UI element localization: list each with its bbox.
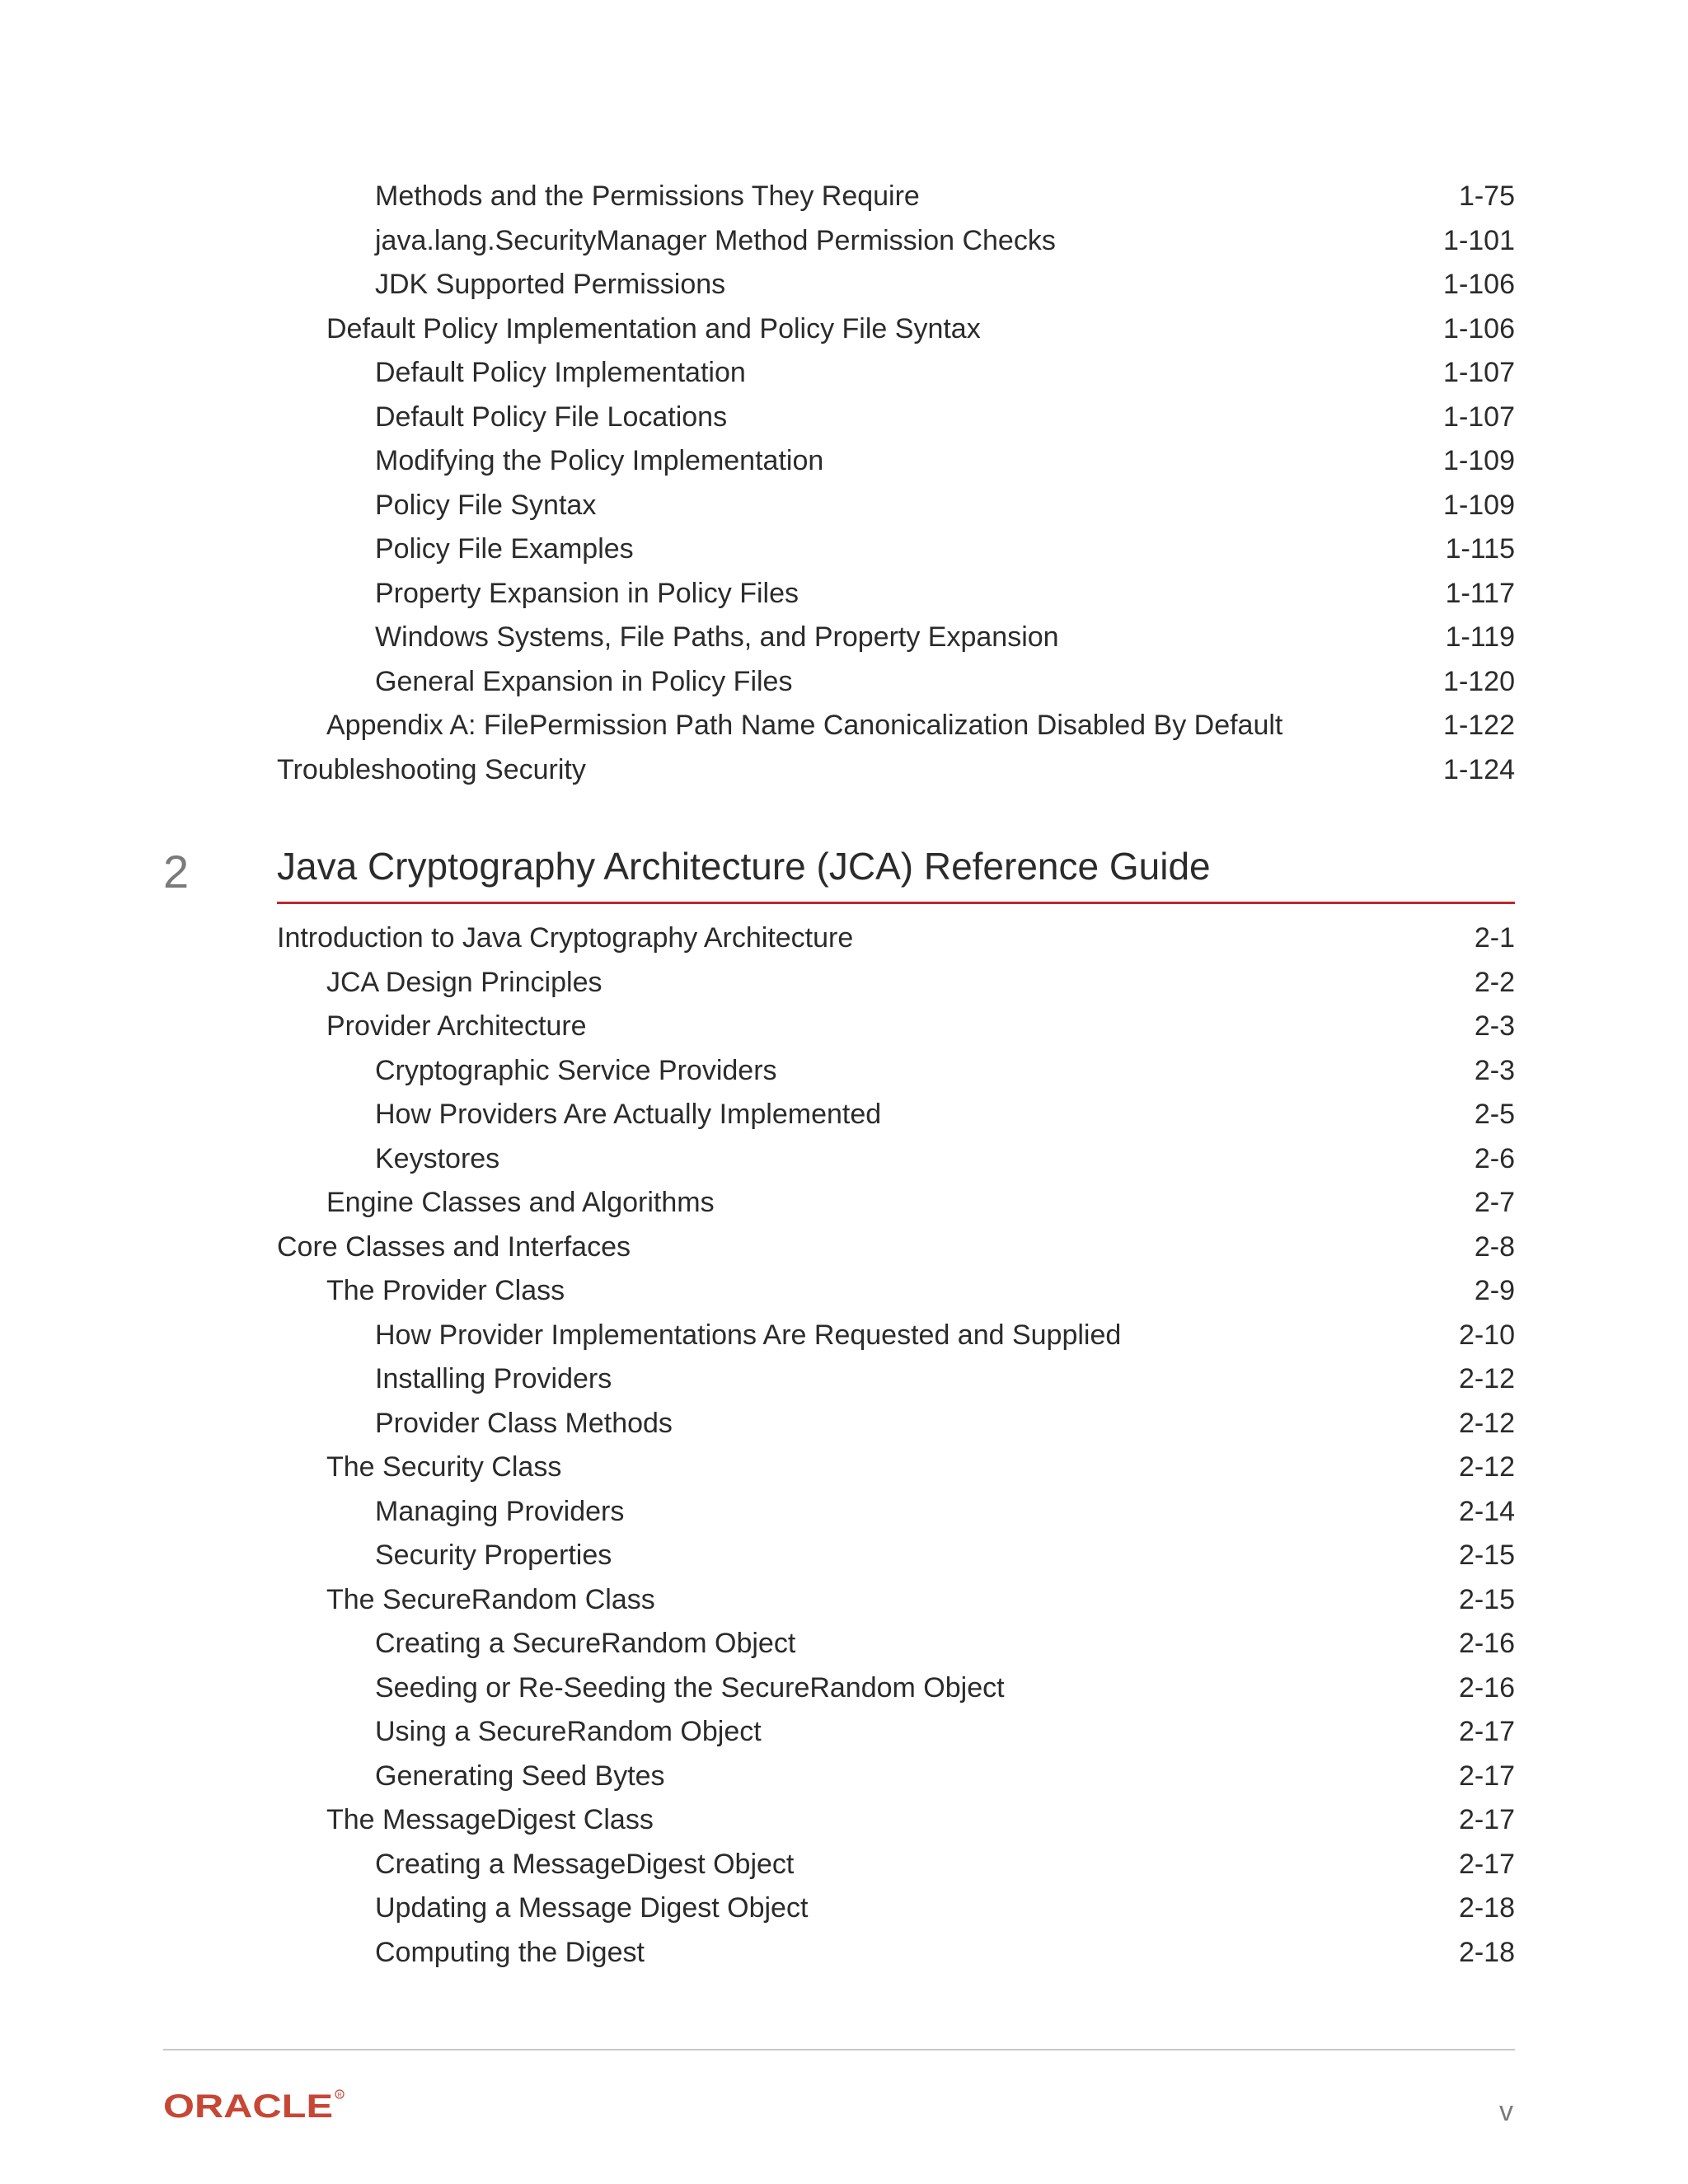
toc-entry-page[interactable]: 2-12 (1458, 1363, 1515, 1394)
toc-entry[interactable] (0, 439, 1688, 484)
toc-entry-title[interactable]: Installing Providers (375, 1363, 612, 1394)
toc-entry-page[interactable]: 2-16 (1458, 1671, 1515, 1704)
toc-entry-title[interactable]: How Provider Implementations Are Requested and Supplied (375, 1319, 1122, 1351)
toc-entry-page[interactable]: 2-5 (1474, 1099, 1515, 1130)
toc-entry[interactable] (0, 1578, 1688, 1623)
toc-entry-title[interactable]: How Providers Are Actually Implemented (375, 1099, 882, 1130)
toc-entry[interactable] (0, 1710, 1688, 1755)
oracle-logo (163, 2089, 346, 2122)
chapter-title[interactable]: Java Cryptography Architecture (JCA) Reference Guide (277, 845, 1211, 888)
toc-entry[interactable] (0, 263, 1688, 307)
toc-entry-page[interactable]: 1-107 (1443, 401, 1515, 433)
toc-entry-page[interactable]: 1-122 (1443, 710, 1515, 741)
toc-entry-title[interactable]: Default Policy Implementation (375, 357, 746, 388)
toc-entry-title[interactable]: Policy File Examples (375, 533, 634, 565)
toc-entry-page[interactable]: 1-115 (1445, 533, 1515, 565)
toc-entry-title[interactable]: JCA Design Principles (326, 966, 603, 998)
toc-entry[interactable] (0, 1005, 1688, 1049)
toc-entry[interactable] (0, 916, 1688, 961)
toc-entry-title[interactable]: Keystores (375, 1142, 500, 1174)
toc-entry-title[interactable]: Modifying the Policy Implementation (375, 445, 824, 476)
toc-entry[interactable] (0, 1181, 1688, 1226)
toc-entry-page[interactable]: 2-14 (1458, 1495, 1515, 1527)
toc-list-chapter-1 (0, 175, 1688, 792)
toc-entry[interactable] (0, 484, 1688, 528)
toc-entry[interactable] (0, 1402, 1688, 1446)
toc-entry-page[interactable]: 2-3 (1474, 1054, 1515, 1086)
toc-entry[interactable] (0, 1226, 1688, 1270)
toc-entry-page[interactable]: 2-12 (1458, 1451, 1515, 1483)
toc-entry[interactable] (0, 1093, 1688, 1137)
toc-entry-title[interactable]: Core Classes and Interfaces (277, 1230, 631, 1263)
toc-entry-title[interactable]: Introduction to Java Cryptography Architecture (277, 922, 854, 954)
toc-entry-page[interactable]: 2-15 (1458, 1583, 1515, 1615)
toc-entry-page[interactable]: 2-7 (1474, 1187, 1515, 1218)
toc-entry[interactable] (0, 1357, 1688, 1402)
toc-entry-page[interactable]: 1-107 (1443, 357, 1515, 388)
toc-entry-title[interactable]: Default Policy File Locations (375, 401, 728, 433)
toc-entry-page[interactable]: 1-124 (1443, 753, 1515, 785)
oracle-logo-text: ORACLE (163, 2089, 333, 2122)
toc-entry-title[interactable]: The Provider Class (326, 1275, 565, 1306)
toc-entry-page[interactable]: 2-2 (1474, 966, 1515, 998)
toc-entry-title[interactable]: java.lang.SecurityManager Method Permission Checks (375, 224, 1056, 256)
toc-entry-title[interactable]: Cryptographic Service Providers (375, 1054, 777, 1086)
toc-entry-page[interactable]: 1-109 (1443, 489, 1515, 521)
toc-entry[interactable] (0, 219, 1688, 264)
toc-entry-title[interactable]: Provider Architecture (326, 1010, 587, 1042)
toc-entry-page[interactable]: 2-9 (1474, 1275, 1515, 1306)
toc-entry-title[interactable]: Property Expansion in Policy Files (375, 577, 799, 609)
toc-entry[interactable] (0, 704, 1688, 748)
toc-entry[interactable] (0, 527, 1688, 572)
toc-entry[interactable] (0, 660, 1688, 705)
toc-entry-title[interactable]: The Security Class (326, 1451, 562, 1483)
toc-entry-page[interactable]: 2-18 (1458, 1936, 1515, 1968)
toc-entry-page[interactable]: 2-17 (1458, 1760, 1515, 1792)
toc-entry-title[interactable]: Generating Seed Bytes (375, 1760, 665, 1792)
chapter-number: 2 (163, 846, 190, 898)
toc-entry-title[interactable]: Default Policy Implementation and Policy File Syntax (326, 312, 981, 344)
toc-entry-title[interactable]: Troubleshooting Security (277, 753, 586, 785)
toc-entry-page[interactable]: 2-17 (1458, 1848, 1515, 1880)
toc-entry-page[interactable]: 2-18 (1458, 1892, 1515, 1924)
toc-entry[interactable] (0, 748, 1688, 793)
toc-entry-page[interactable]: 2-6 (1474, 1142, 1515, 1174)
toc-entry[interactable] (0, 351, 1688, 396)
toc-entry-page[interactable]: 2-1 (1474, 922, 1515, 954)
toc-entry-title[interactable]: Computing the Digest (375, 1936, 645, 1968)
toc-entry[interactable] (0, 572, 1688, 616)
toc-entry[interactable] (0, 1446, 1688, 1490)
toc-entry[interactable] (0, 1843, 1688, 1887)
toc-entry-title[interactable]: Engine Classes and Algorithms (326, 1187, 715, 1218)
toc-entry-title[interactable]: Windows Systems, File Paths, and Property Expansion (375, 621, 1059, 653)
toc-entry-page[interactable]: 2-12 (1458, 1407, 1515, 1439)
toc-entry[interactable] (0, 1666, 1688, 1711)
toc-entry-page[interactable]: 2-17 (1458, 1716, 1515, 1747)
toc-entry[interactable] (0, 1622, 1688, 1666)
toc-entry-title[interactable]: Creating a MessageDigest Object (375, 1848, 795, 1880)
toc-entry-title[interactable]: Managing Providers (375, 1495, 625, 1527)
toc-entry[interactable] (0, 1269, 1688, 1314)
toc-entry[interactable] (0, 1049, 1688, 1094)
toc-entry-page[interactable]: 2-17 (1458, 1804, 1515, 1835)
toc-entry-title[interactable]: The SecureRandom Class (326, 1583, 655, 1615)
toc-entry-title[interactable]: Methods and the Permissions They Require (375, 180, 920, 212)
chapter-title-rule (277, 902, 1515, 904)
toc-entry[interactable] (0, 1490, 1688, 1535)
toc-list-chapter-2 (0, 916, 1688, 1975)
toc-entry[interactable] (0, 1798, 1688, 1843)
toc-entry[interactable] (0, 1755, 1688, 1799)
toc-entry-page[interactable]: 1-109 (1443, 445, 1515, 476)
toc-entry[interactable] (0, 307, 1688, 352)
toc-entry[interactable] (0, 1931, 1688, 1975)
toc-entry-page[interactable]: 1-117 (1445, 577, 1515, 609)
toc-entry-page[interactable]: 1-106 (1443, 312, 1515, 344)
toc-entry-page[interactable]: 1-75 (1458, 180, 1515, 212)
toc-entry-page[interactable]: 2-16 (1458, 1628, 1515, 1659)
toc-entry-title[interactable]: Security Properties (375, 1540, 612, 1571)
toc-entry-page[interactable]: 1-120 (1443, 665, 1515, 697)
toc-entry-title[interactable]: Using a SecureRandom Object (375, 1716, 762, 1747)
toc-entry-page[interactable]: 2-3 (1474, 1010, 1515, 1042)
footer-divider (163, 2049, 1515, 2050)
toc-entry-title[interactable]: Appendix A: FilePermission Path Name Canonicalization Disabled By Default (326, 710, 1283, 741)
toc-entry[interactable] (0, 1534, 1688, 1578)
toc-entry-title[interactable]: Updating a Message Digest Object (375, 1892, 809, 1924)
toc-entry[interactable] (0, 1886, 1688, 1931)
toc-entry[interactable] (0, 1137, 1688, 1182)
toc-entry-title[interactable]: Policy File Syntax (375, 489, 597, 521)
toc-entry-title[interactable]: Creating a SecureRandom Object (375, 1628, 796, 1659)
toc-entry[interactable] (0, 175, 1688, 219)
toc-entry[interactable] (0, 961, 1688, 1005)
toc-entry-page[interactable]: 2-8 (1474, 1230, 1515, 1263)
toc-entry-page[interactable]: 2-10 (1458, 1319, 1515, 1351)
toc-entry-title[interactable]: JDK Supported Permissions (375, 269, 726, 300)
toc-entry-page[interactable]: 1-106 (1443, 269, 1515, 300)
toc-entry[interactable] (0, 396, 1688, 440)
toc-entry-title[interactable]: The MessageDigest Class (326, 1804, 654, 1835)
toc-entry-page[interactable]: 1-119 (1445, 621, 1515, 653)
toc-entry-title[interactable]: General Expansion in Policy Files (375, 665, 793, 697)
toc-entry[interactable] (0, 1314, 1688, 1358)
toc-entry-title[interactable]: Provider Class Methods (375, 1407, 673, 1439)
toc-entry[interactable] (0, 616, 1688, 660)
svg-text:R: R (337, 2093, 342, 2098)
toc-entry-page[interactable]: 2-15 (1458, 1540, 1515, 1571)
toc-entry-page[interactable]: 1-101 (1443, 224, 1515, 256)
page-number: v (1499, 2096, 1513, 2127)
toc-entry-title[interactable]: Seeding or Re-Seeding the SecureRandom Object (375, 1671, 1005, 1704)
